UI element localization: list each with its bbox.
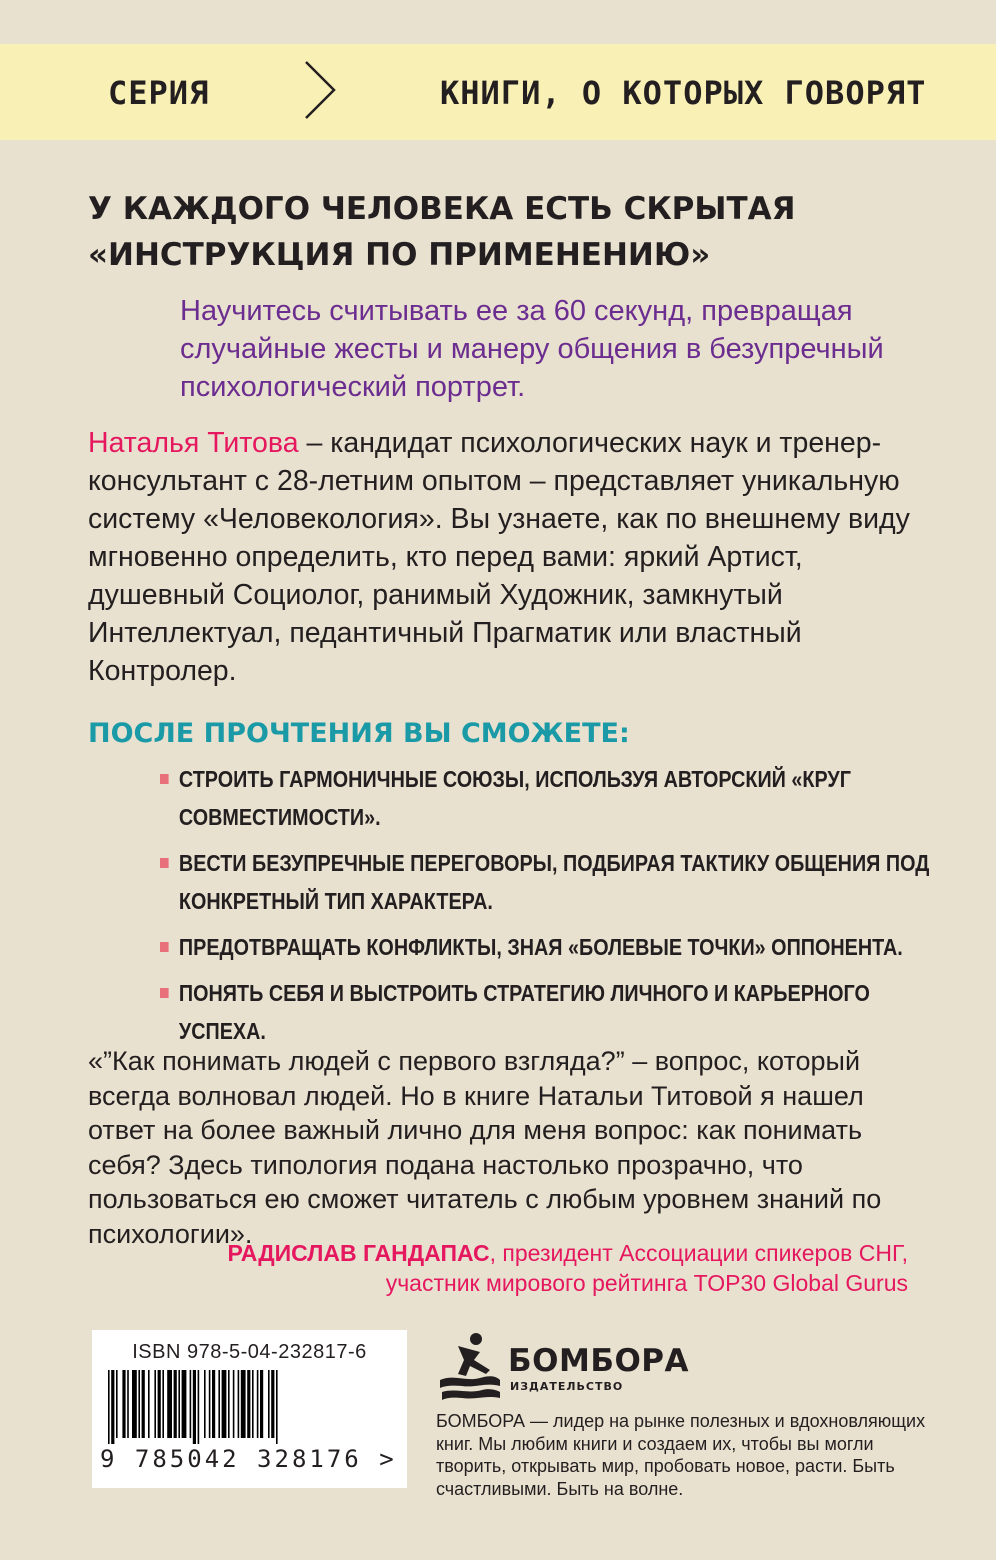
headline xyxy=(88,186,948,278)
benefit-text: ВЕСТИ БЕЗУПРЕЧНЫЕ ПЕРЕГОВОРЫ, ПОДБИРАЯ ТАКТИКУ ОБЩЕНИЯ ПОД КОНКРЕТНЫЙ ТИП ХАРАКТЕРА. xyxy=(178,850,930,914)
subtitle: Научитесь считывать ее за 60 секунд, превращая случайные жесты и манеру общения в безупречный психологический портрет. xyxy=(180,295,884,403)
surfer-wave-icon xyxy=(436,1330,502,1404)
author-bio-text: – кандидат психологических наук и тренер-консультант с 28-летним опытом – представляет уникальную систему «Человекология». Вы узнаете, как по внешнему виду мгновенно определить, кто перед вами: яркий Артист, душевный Социолог, ранимый Художник, замкнутый Интеллектуал, педантичный Прагматик или властный Контролер. xyxy=(88,427,910,687)
quote-author: РАДИСЛАВ ГАНДАПАС xyxy=(227,1240,490,1266)
chevron-right-icon xyxy=(300,58,340,122)
author-bio xyxy=(88,424,918,690)
benefit-item xyxy=(160,760,953,836)
author-name: Наталья Титова xyxy=(88,427,299,459)
barcode-digits: 9 785042 328176 > xyxy=(100,1445,397,1473)
series-title: КНИГИ, О КОТОРЫХ ГОВОРЯТ xyxy=(440,74,927,112)
publisher-logo-subtitle: ИЗДАТЕЛЬСТВО xyxy=(510,1380,624,1393)
headline-line-1: У КАЖДОГО ЧЕЛОВЕКА ЕСТЬ СКРЫТАЯ xyxy=(88,191,796,227)
benefits-heading: ПОСЛЕ ПРОЧТЕНИЯ ВЫ СМОЖЕТЕ: xyxy=(88,718,630,749)
benefit-item xyxy=(160,844,953,920)
quote-author-title: , президент Ассоциации спикеров СНГ, участник мирового рейтинга TOP30 Global Gurus xyxy=(385,1240,908,1296)
benefit-item xyxy=(160,974,953,1050)
benefit-text: ПРЕДОТВРАЩАТЬ КОНФЛИКТЫ, ЗНАЯ «БОЛЕВЫЕ ТОЧКИ» ОППОНЕНТА. xyxy=(178,934,903,960)
headline-line-2: «ИНСТРУКЦИЯ ПО ПРИМЕНЕНИЮ» xyxy=(88,237,711,273)
quote-attribution xyxy=(208,1238,908,1298)
review-quote: «”Как понимать людей с первого взгляда?” – вопрос, который всегда волновал людей. Но в книге Натальи Титовой я нашел ответ на более важный лично для меня вопрос: как понимать себя? Здесь типология подана настолько прозрачно, что пользоваться ею сможет читатель с любым уровнем знаний по психологии». xyxy=(88,1046,882,1249)
benefits-list xyxy=(160,760,960,1058)
isbn-label: ISBN 978-5-04-232817-6 xyxy=(132,1341,367,1363)
square-bullet-icon xyxy=(160,942,169,952)
series-label: СЕРИЯ xyxy=(108,74,210,112)
publisher-description: БОМБОРА — лидер на рынке полезных и вдохновляющих книг. Мы любим книги и создаем их, чтобы вы могли творить, открывать мир, пробовать новое, расти. Быть счастливыми. Быть на волне. xyxy=(436,1411,926,1499)
benefit-item xyxy=(160,928,953,966)
benefit-text: ПОНЯТЬ СЕБЯ И ВЫСТРОИТЬ СТРАТЕГИЮ ЛИЧНОГО И КАРЬЕРНОГО УСПЕХА. xyxy=(178,980,870,1044)
benefit-text: СТРОИТЬ ГАРМОНИЧНЫЕ СОЮЗЫ, ИСПОЛЬЗУЯ АВТОРСКИЙ «КРУГ СОВМЕСТИМОСТИ». xyxy=(178,766,851,830)
square-bullet-icon xyxy=(160,774,169,784)
square-bullet-icon xyxy=(160,988,169,998)
publisher-logo-name: БОМБОРА xyxy=(508,1343,690,1379)
barcode-icon xyxy=(108,1370,391,1444)
barcode-panel xyxy=(92,1330,407,1488)
square-bullet-icon xyxy=(160,858,169,868)
